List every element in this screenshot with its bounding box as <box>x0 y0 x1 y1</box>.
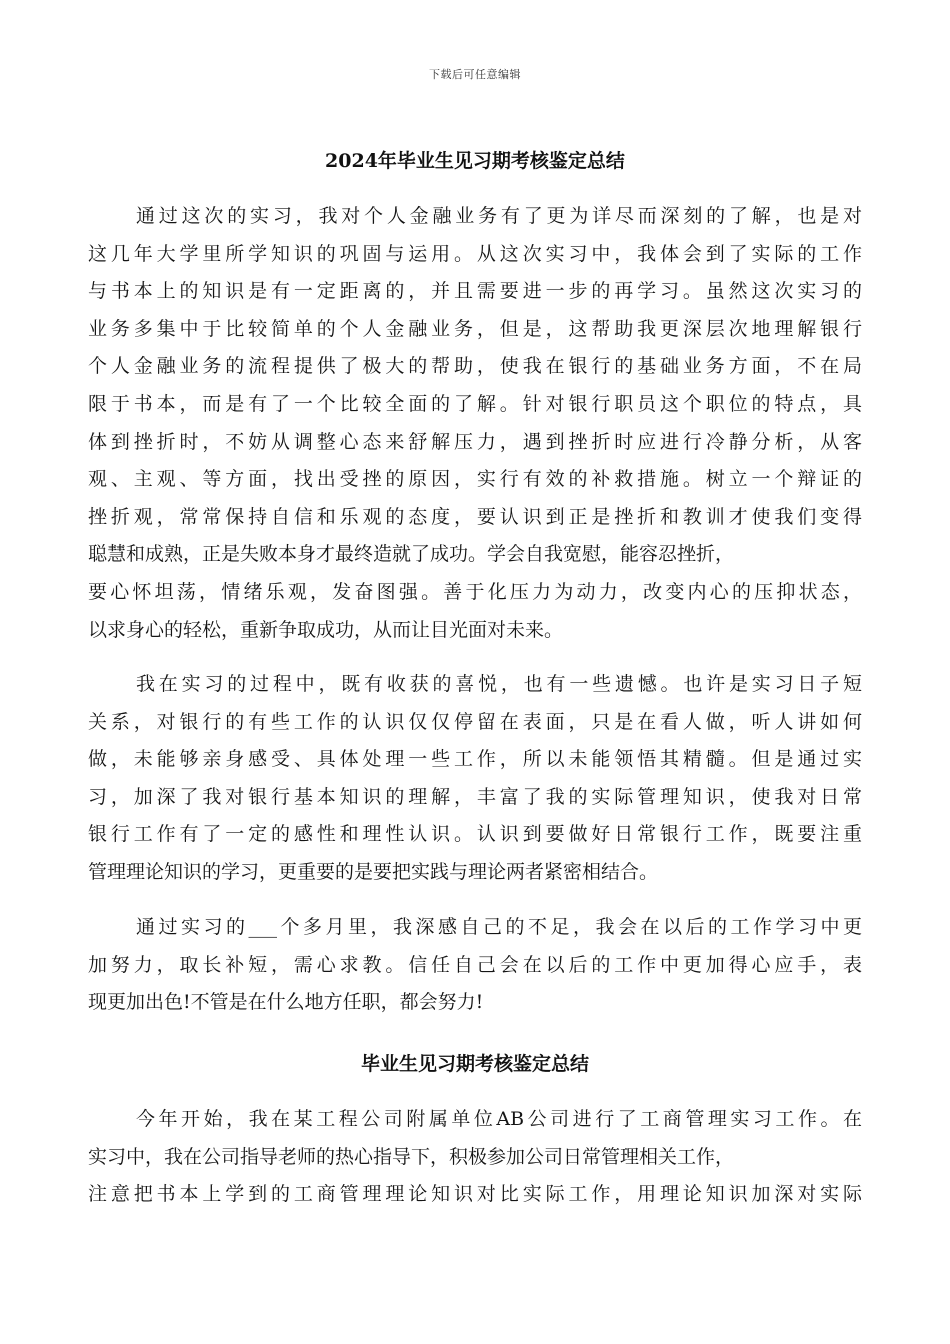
paragraph-line: 我在实习的过程中，既有收获的喜悦，也有一些遗憾。也许是实习日子短 <box>136 673 862 695</box>
paragraph-line: 实习中，我在公司指导老师的热心指导下，积极参加公司日常管理相关工作， <box>88 1145 735 1168</box>
paragraph-line: 加努力，取长补短，需心求教。信任自己会在以后的工作中更加得心应手，表 <box>88 953 862 976</box>
document-title: 2024年毕业生见习期考核鉴定总结 <box>325 150 625 172</box>
paragraph-line: 注意把书本上学到的工商管理理论知识对比实际工作，用理论知识加深对实际 <box>88 1183 862 1206</box>
paragraph-3 <box>88 909 862 1022</box>
paragraph-line: 习，加深了我对银行基本知识的理解，丰富了我的实际管理知识，使我对日常 <box>88 785 862 808</box>
paragraph-line: 业务多集中于比较简单的个人金融业务，但是，这帮助我更深层次地理解银行 <box>88 317 862 340</box>
paragraph-line: 限于书本，而是有了一个比较全面的了解。针对银行职员这个职位的特点，具 <box>88 392 862 415</box>
paragraph-line: 通过这次的实习，我对个人金融业务有了更为详尽而深刻的了解，也是对 <box>136 205 862 227</box>
paragraph-line: 现更加出色!不管是在什么地方任职，都会努力! <box>88 991 484 1014</box>
paragraph-line: 管理理论知识的学习，更重要的是要把实践与理论两者紧密相结合。 <box>88 860 659 883</box>
section-title: 毕业生见习期考核鉴定总结 <box>360 1053 589 1075</box>
paragraph-line: 与书本上的知识是有一定距离的，并且需要进一步的再学习。虽然这次实习的 <box>88 280 862 303</box>
paragraph-4 <box>88 1101 862 1214</box>
paragraph-line: 以求身心的轻松，重新争取成功，从而让目光面对未来。 <box>88 618 564 641</box>
paragraph-2 <box>88 666 862 892</box>
header-note: 下载后可任意编辑 <box>429 68 521 81</box>
paragraph-line: 做，未能够亲身感受、具体处理一些工作，所以未能领悟其精髓。但是通过实 <box>88 748 862 771</box>
paragraph-line: 体到挫折时，不妨从调整心态来舒解压力，遇到挫折时应进行冷静分析，从客 <box>88 430 862 453</box>
paragraph-line: 要心怀坦荡，情绪乐观，发奋图强。善于化压力为动力，改变内心的压抑状态， <box>88 580 862 603</box>
paragraph-line: 通过实习的___个多月里，我深感自己的不足，我会在以后的工作学习中更 <box>136 916 862 938</box>
paragraph-line: 关系，对银行的有些工作的认识仅仅停留在表面，只是在看人做，听人讲如何 <box>88 710 862 733</box>
paragraph-line: 挫折观，常常保持自信和乐观的态度，要认识到正是挫折和教训才使我们变得 <box>88 505 862 528</box>
paragraph-1 <box>88 198 862 649</box>
paragraph-line: 个人金融业务的流程提供了极大的帮助，使我在银行的基础业务方面，不在局 <box>88 355 862 378</box>
paragraph-line: 观、主观、等方面，找出受挫的原因，实行有效的补救措施。树立一个辩证的 <box>88 468 862 491</box>
paragraph-line: 这几年大学里所学知识的巩固与运用。从这次实习中，我体会到了实际的工作 <box>88 242 862 265</box>
paragraph-line: 聪慧和成熟，正是失败本身才最终造就了成功。学会自我宽慰，能容忍挫折， <box>88 543 735 566</box>
paragraph-line: 今年开始，我在某工程公司附属单位AB公司进行了工商管理实习工作。在 <box>136 1108 862 1130</box>
paragraph-line: 银行工作有了一定的感性和理性认识。认识到要做好日常银行工作，既要注重 <box>88 823 862 846</box>
